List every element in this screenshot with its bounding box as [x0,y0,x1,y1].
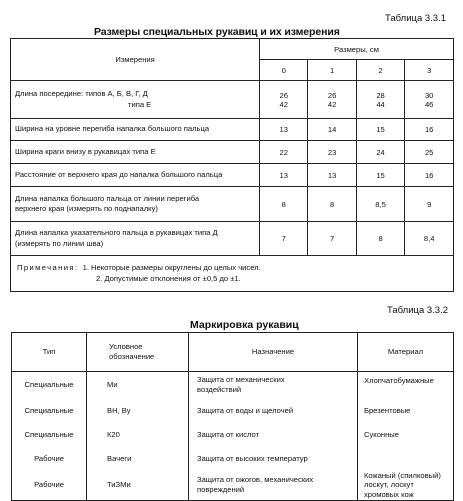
table-row [12,447,454,471]
table-cell: 16 [405,119,454,141]
purpose-cell: Защита от воды и щелочей [189,398,358,424]
table-cell: 8,5 [356,187,405,222]
row-label: Ширина краги внизу в рукавицах типа Е [11,141,260,164]
table-cell: 15 [356,164,405,187]
column-header-sizes: Размеры, см [260,39,454,60]
material-cell: Кожаный (спилковый) лоскут, лоскут хромовых кож [358,471,454,501]
type-cell: Специальные [12,372,87,398]
marking-table [11,332,454,501]
table-row [12,471,454,501]
material-cell: Брезентовые [358,398,454,424]
size-column-header: 1 [308,60,356,81]
purpose-cell: Защита от кислот [189,424,358,447]
table-row [11,81,454,119]
table-label: Таблица 3.3.1 [385,13,447,24]
sizes-table [10,38,454,292]
table-cell: 9 [405,187,454,222]
table-cell: 22 [260,141,308,164]
code-cell: Вачеги [87,447,189,471]
table-cell: 26 42 [308,81,356,119]
material-cell: Суконные [358,424,454,447]
row-label: Расстояние от верхнего края до напалка большого пальца [11,164,260,187]
code-cell: ТиЗМи [87,471,189,501]
table-cell: 8,4 [405,222,454,256]
purpose-cell: Защита от механических воздействий [189,372,358,398]
size-column-header: 2 [356,60,405,81]
notes-label: Примечания: [17,262,79,272]
size-column-header: 3 [405,60,454,81]
table-notes [11,256,454,292]
note-item: 1. Некоторые размеры округлены до целых чисел. [82,262,261,272]
code-cell: Ми [87,372,189,398]
column-header-code: Условное обозначение [87,333,189,372]
column-header-material: Материал [358,333,454,372]
purpose-cell: Защита от высоких температур [189,447,358,471]
table-cell: 30 46 [405,81,454,119]
note-item: 2. Допустимые отклонения от ±0,5 до ±1. [96,273,241,283]
table-cell: 7 [308,222,356,256]
type-cell: Рабочие [12,447,87,471]
column-header-type: Тип [12,333,87,372]
table-row [12,372,454,398]
table-cell: 23 [308,141,356,164]
type-cell: Специальные [12,398,87,424]
table-cell: 7 [260,222,308,256]
table-cell: 28 44 [356,81,405,119]
table-cell: 8 [260,187,308,222]
code-cell: ВН, Ву [87,398,189,424]
table-cell: 14 [308,119,356,141]
table-cell: 25 [405,141,454,164]
row-label: Ширина на уровне перегиба напалка большого пальца [11,119,260,141]
row-label: Длина напалка указательного пальца в рукавицах типа Д (измерять по линии шва) [11,222,260,256]
table-title: Размеры специальных рукавиц и их измерения [94,26,340,38]
table-header-row [12,333,454,372]
table-row [11,222,454,256]
material-cell [358,447,454,471]
material-cell: Хлопчатобумажные [358,372,454,398]
purpose-cell: Защита от ожогов, механических повреждений [189,471,358,501]
table-cell: 26 42 [260,81,308,119]
table-cell: 8 [356,222,405,256]
table-cell: 13 [260,164,308,187]
notes-row [11,256,454,292]
row-label: Длина напалка большого пальца от линии перегиба верхнего края (измерять по поднапалку) [11,187,260,222]
type-cell: Рабочие [12,471,87,501]
column-header-purpose: Назначение [189,333,358,372]
code-cell: К20 [87,424,189,447]
table-row [11,164,454,187]
table-cell: 13 [308,164,356,187]
table-label: Таблица 3.3.2 [387,305,449,316]
table-row [11,141,454,164]
table-cell: 13 [260,119,308,141]
table-row [11,187,454,222]
type-cell: Специальные [12,424,87,447]
table-row [11,119,454,141]
row-label: Длина посередине: типов А, Б, В, Г, Д типа Е [11,81,260,119]
table-header-row [11,39,454,60]
table-cell: 8 [308,187,356,222]
column-header-measurements: Измерения [11,39,260,81]
table-row [12,398,454,424]
table-title: Маркировка рукавиц [190,319,299,331]
table-cell: 24 [356,141,405,164]
size-column-header: 0 [260,60,308,81]
table-cell: 15 [356,119,405,141]
table-row [12,424,454,447]
table-cell: 16 [405,164,454,187]
